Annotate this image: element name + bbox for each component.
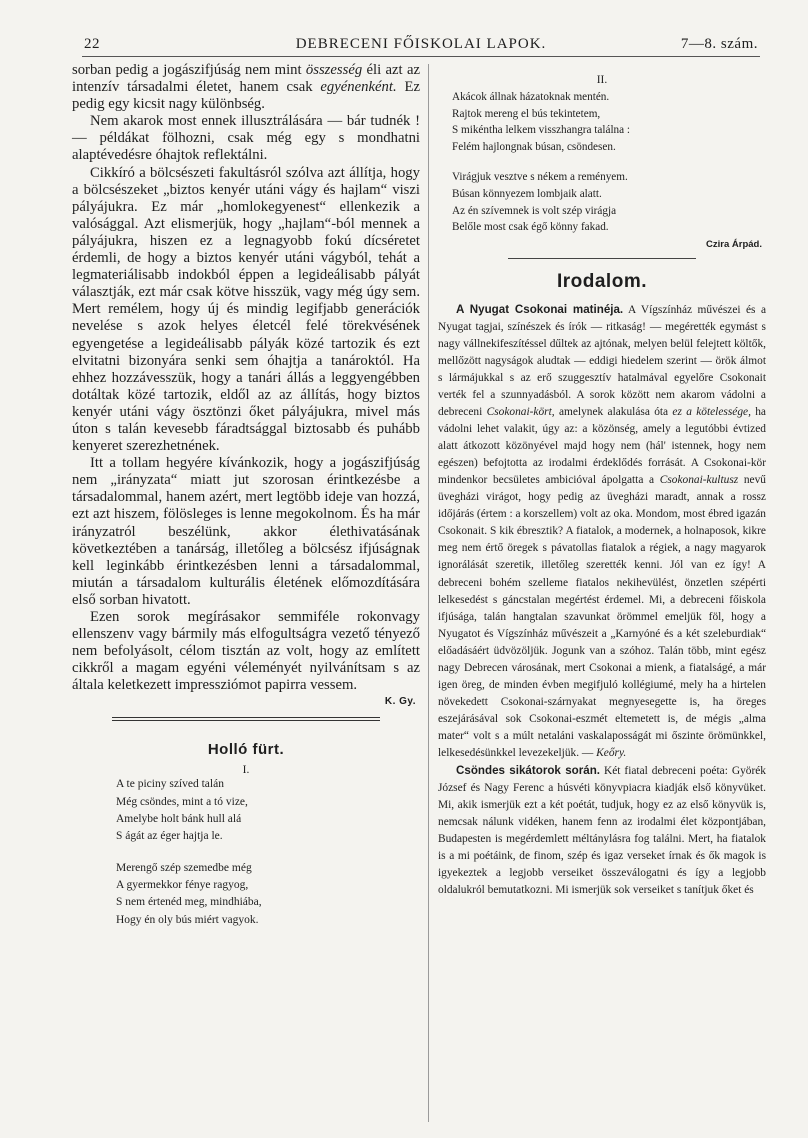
poem-title: Holló fürt. — [207, 741, 285, 759]
page-number: 22 — [84, 36, 100, 52]
issue-number: 7—8. szám. — [680, 36, 758, 52]
poem-line: Az én szívemnek is volt szép virágja — [452, 204, 617, 217]
left-paragraph-3: Cikkíró a bölcsészeti fakultásról szólva azt állítja, hogy a bölcsészeket „biztos kenyér utáni vágy és hajlam“ viszi pályájukra. Ez már „homlokegyenest“ ellenkezik a valósággal. Azt elismerjük, hogy „hajlam“-ból mennek a pályájukra, hiszen ez a legnagyobb fokú dícséretet érdemli, de hogy a biztos kenyér utáni vágyból, tehát a legmateriálisabb indokból éppen a legideálisabb pályát választják, ezt már csak kötve hisszük, vagy még úgy sem. Mert remélem, hogy új és mindig legifjabb generációk nevelése s azok helyes életcél felé törekvésének egyengetése a legideálisabb pályák közé tartozik és ezt elvitatni bizonyára senki sem óhajtja a tanároktól. Ha ehhez hozzávesszük, hogy a tanári állás a leggyengébben dotáltak közé tartozik, eldől az az állítás, hogy biztos kenyér utáni vágy ösztönzi őket pályájukra, mivel más úton s talán kevesebb fáradtsággal biztosabb és puhább kenyeret szerezhetnének. — [72, 164, 420, 455]
poem-line: Rajtok mereng el bús tekintetem, — [452, 107, 601, 120]
poem-line: Belőle most csak égő könny fakad. — [452, 221, 609, 234]
left-paragraph-2: Nem akarok most ennek illusztrálására — bár tudnék ! — példákat fölhozni, csak még egy s mondhatni alaptévedésre óhajtok reflektálni. — [72, 113, 420, 164]
poem-line: Búsan könnyezem lombjaik alatt. — [452, 187, 602, 200]
article-signature: Keőry. — [596, 746, 627, 759]
left-paragraph-5: Ezen sorok megírásakor semmiféle rokonvagy ellenszenv vagy bármily más elfogultságra vezető tényező nem befolyásolt, célom tisztán az volt, hogy az említett cikkről a magam egyéni véleményét nyilvánítsam s az általa keletkezett impressziómot papirra vessem. — [72, 609, 420, 694]
article-nyugat-matine: A Nyugat Csokonai matinéja. A Vígszínház művészei és a Nyugat tagjai, színészek és írók — ritkaság! — megérették egymást s nagy vállnekifeszítéssel dűltek az ajtónak, melyen belül felejtett költők, mellőzött nagyságok aludtak — eddigi hiedelem szerint — örök álmot s lármájukkal s az erő szuggesztív hatalmával egyelőre Csokonait verték fel a szunnyadásból. A sorok között nem akarom vádolni a debreceni Csokonai-kört, amelynek alakulása óta ez a kötelessége, ha vádolni lehet valakit, úgy az: a közönség, amely a legutóbbi évtized alatt átkozott közönyével majd hogy nem (hál' istennek, hogy nem egészen) befojtotta az irodalmi érdeklődés forrását. A Csokonai-kör mindenkor becsületes ambicióval ápolgatta a Csokonai-kultusz nevű üvegházi virágot, hogy pedig az üvegházi maradt, annak a rossz időjárás (értem : a korszellem) volt az oka. Mondom, most ébred igazán Csokonait. S kik ébresztik? A fiatalok, a modernek, a holnaposok, kikre meg nem értő öregek s pávatollas fiatalok a régiek, a nagy magyarok ignorálását szeretik, illetőleg szerették kenni. Jól van ez így! A debreceni bohém szelleme fiatalos nekihevülést, önzetlen szépérti lelkesedést s gáncstalan megértést érdemel. Mi, a debreceni főiskola ifjúsága, talán hangtalan szavunkat örömmel emeljük föl, hogy a Nyugatot és Vígszínház művészeit a „Karnyóné és a két szeleburdiak“ előadásáért üdvözöljük. Jogunk van a szóhoz. Talán több, mint egész nagy Debrecen városának, mert Csokonai a mienk, a fiatalságé, a már igen öreg, de minden évben megifjuló kollégiumé, mely ha a hirtelen növekedett Csokonai-szárnyakat megnyesegette is, ha öreges eszejárásával sok Csokonai-eszmét eltemetett is, de mégis „alma mater“ volt s a múlt netaláni vaskalaposságát mi őszinte örömünkkel, lelkesedésünkkel levezekeljük. — Keőry. — [438, 302, 767, 759]
poem-stanza-3 — [452, 89, 766, 155]
left-paragraph-1: sorban pedig a jogászifjúság nem mint összesség éli azt az intenzív társadalmi életet, hanem csak egyénenként. Ez pedig egy kicsit nagy különbség. — [72, 62, 420, 113]
poem-line: Virágjuk vesztve s nékem a reményem. — [452, 171, 628, 184]
left-paragraph-4: Itt a tollam hegyére kívánkozik, hogy a jogászifjúság nem „irányzata“ miatt jut szorosan érintkezésbe a társadalommal, hanem azért, mert legtöbb ideje van hozzá, ezt azt hiszem, fölösleges is lenne megokolnom. És ha már irányzatról beszélünk, akkor élethivatásának következtében a tanárság, illetőleg a bölcsész ifjúságnak kell leginkább érintkezésben lenni a társadalommal, miután a társadalom kulturális életének előmozdítására első sorban hivatott. — [72, 455, 420, 608]
poem-part-1: I. — [242, 764, 250, 777]
article-csondes-sikatorok: Csöndes sikátorok során. Két fiatal debreceni poéta: Györék József és Nagy Ferenc a húsvéti könyvpiacra kiadják első könyvüket. Mi, akik ismerjük ezt a két poétát, tudjuk, hogy ez az első könyvük is, nemcsak nálunk vidéken, hanem fenn az irodalmi élet központjában, Budapesten is megérdemlett méltánylásra fog találni. Mert, ha fiatalok is a mi poétáink, de finom, szép és igaz verseket írnak és ők magok is igyekeztek a legjobb verseiket összeválogatni és így a legjobb oldalukról bemutatkozni. Mi ismerjük sok verseiket s tanítjuk őket és — [438, 764, 767, 897]
poem-stanza-4 — [452, 169, 766, 235]
poem-line: Amelybe holt bánk hull alá — [116, 813, 242, 826]
article-heading: A Nyugat Csokonai matinéja. — [456, 302, 624, 316]
poem-line: Hogy én oly bús miért vagyok. — [116, 913, 259, 926]
poem-stanza-1 — [116, 776, 420, 845]
double-rule — [112, 717, 380, 721]
poem-line: S ágát az éger hajtja le. — [116, 830, 223, 843]
article-heading: Csöndes sikátorok során. — [456, 764, 601, 778]
right-column — [438, 62, 766, 899]
poem-part-2: II. — [596, 74, 608, 86]
left-column — [72, 62, 420, 929]
poem-line: Még csöndes, mint a tó vize, — [116, 795, 248, 808]
poem-line: Felém hajlongnak búsan, csöndesen. — [452, 140, 616, 153]
poem-stanza-2 — [116, 860, 420, 929]
poem-line: Akácok állnak házatoknak mentén. — [452, 91, 610, 103]
section-rule — [508, 258, 696, 259]
article-signature: K. Gy. — [384, 696, 416, 708]
page-header — [82, 34, 760, 57]
poem-line: Merengő szép szemedbe még — [116, 861, 252, 874]
poem-signature: Czira Árpád. — [706, 238, 762, 250]
poem-line: S nem értenéd meg, mindhiába, — [116, 896, 262, 909]
poem-line: S mikéntha lelkem visszhangra találna : — [452, 124, 631, 137]
poem-line: A te piciny szíved talán — [116, 778, 224, 791]
section-heading: Irodalom. — [556, 270, 647, 292]
journal-title: DEBRECENI FŐISKOLAI LAPOK. — [295, 36, 547, 52]
column-divider — [428, 64, 429, 1122]
poem-line: A gyermekkor fénye ragyog, — [116, 878, 249, 891]
